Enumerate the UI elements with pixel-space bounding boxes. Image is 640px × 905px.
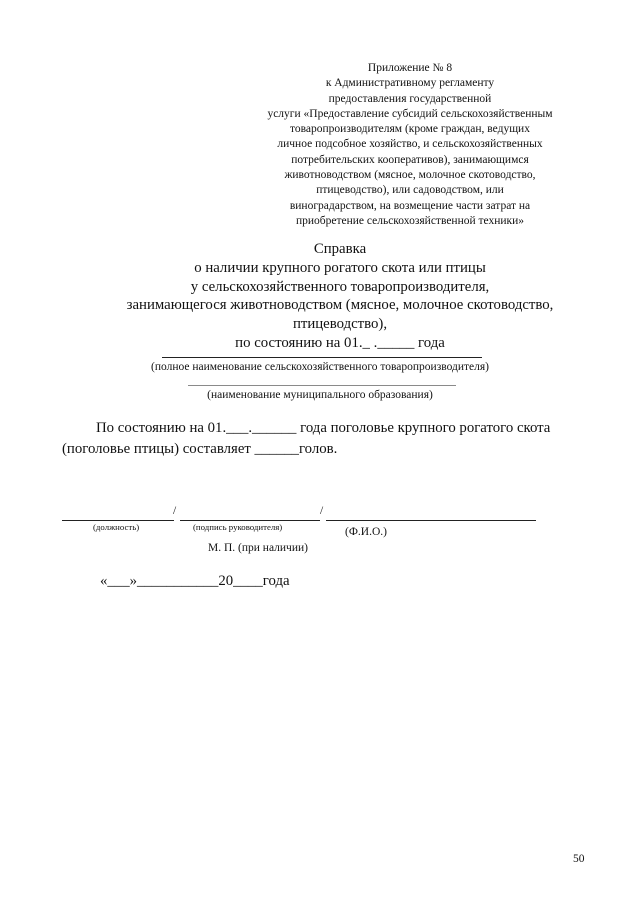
title-line: занимающегося животноводством (мясное, молочное скотоводство,: [126, 297, 554, 314]
title-line: птицеводство),: [292, 316, 388, 333]
signature-line[interactable]: [180, 520, 320, 521]
position-line[interactable]: [62, 520, 174, 521]
position-caption: (должность): [93, 522, 140, 532]
appendix-line: к Административному регламенту: [325, 77, 495, 90]
appendix-line: птицеводство), или садоводством, или: [316, 184, 504, 197]
appendix-line: услуги «Предоставление субсидий сельскохозяйственным: [267, 107, 553, 120]
appendix-line: потребительских кооперативов), занимающимся: [291, 153, 529, 166]
date-line[interactable]: «___»___________20____года: [100, 573, 290, 589]
title-line: по состоянию на 01._ ._____ года: [235, 334, 445, 351]
full-name-caption: (Ф.И.О.): [345, 526, 387, 538]
statement-line-2: (поголовье птицы) составляет ______голов.: [62, 441, 338, 457]
appendix-block: [240, 61, 580, 229]
appendix-line: предоставления государственной: [328, 92, 492, 105]
municipality-name-line[interactable]: [188, 385, 456, 386]
separator-slash: /: [173, 505, 177, 517]
document-title: [60, 240, 620, 353]
producer-name-caption: (полное наименование сельскохозяйственного товаропроизводителя): [151, 361, 489, 373]
signature-caption: (подпись руководителя): [193, 522, 283, 532]
title-line: у сельскохозяйственного товаропроизводителя,: [190, 278, 490, 295]
page-number: 50: [573, 853, 585, 865]
full-name-line[interactable]: [326, 520, 536, 521]
appendix-line: Приложение № 8: [367, 62, 453, 74]
municipality-name-caption: (наименование муниципального образования): [207, 389, 433, 401]
title-line: Справка: [313, 241, 367, 257]
appendix-line: личное подсобное хозяйство, и сельскохозяйственных: [277, 138, 543, 151]
stamp-note: М. П. (при наличии): [208, 542, 308, 554]
statement-line-1: По состоянию на 01.___.______ года поголовье крупного рогатого скота: [96, 420, 551, 436]
separator-slash: /: [320, 505, 324, 517]
appendix-line: животноводством (мясное, молочное скотоводство,: [284, 169, 536, 182]
appendix-line: приобретение сельскохозяйственной техники»: [295, 214, 525, 227]
appendix-line: виноградарством, на возмещение части затрат на: [289, 199, 531, 212]
appendix-line: товаропроизводителям (кроме граждан, ведущих: [290, 123, 530, 136]
title-line: о наличии крупного рогатого скота или птицы: [194, 259, 486, 276]
producer-name-line[interactable]: [162, 357, 482, 358]
